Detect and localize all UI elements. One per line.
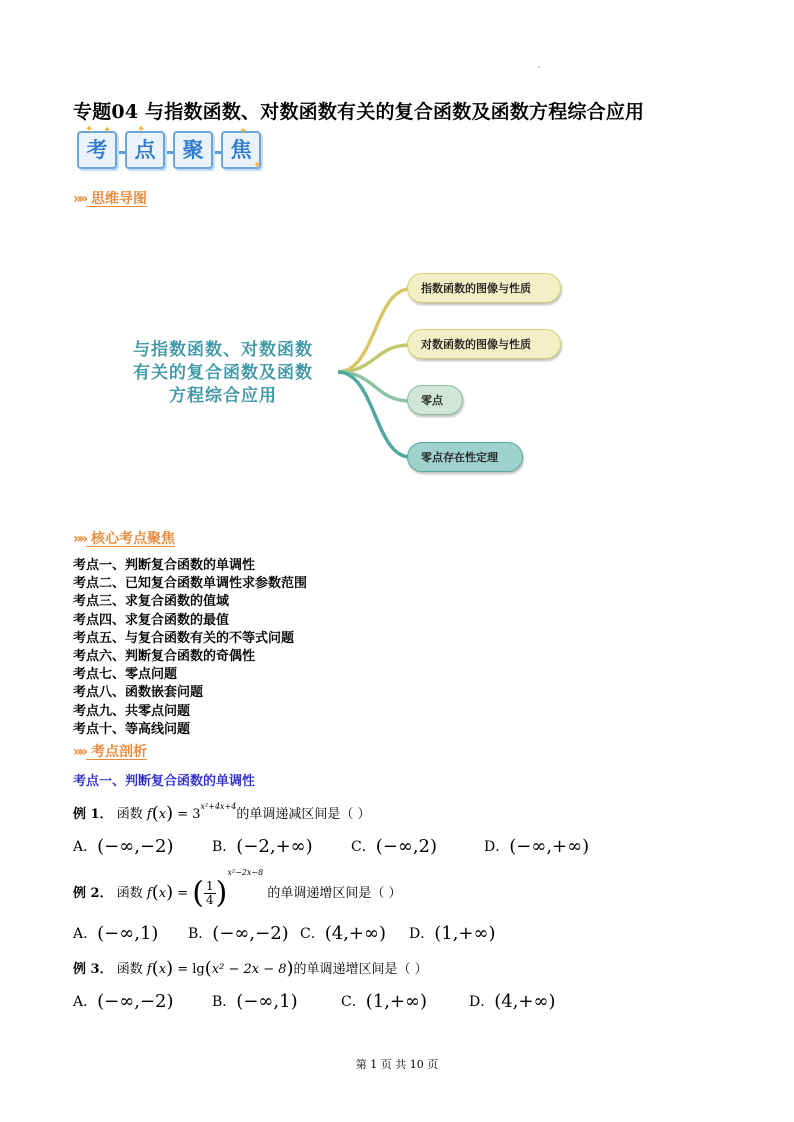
sparkle-icon: ✦	[239, 126, 248, 137]
option-d[interactable]	[409, 922, 496, 943]
log-argument: x² − 2x − 8	[211, 962, 287, 977]
option-value: (−∞,−2)	[97, 991, 174, 1012]
fraction-denominator: 4	[205, 893, 214, 907]
option-value: (−2,+∞)	[236, 836, 313, 857]
example-text: 的单调递增区间是（ ）	[267, 886, 402, 901]
mindmap-node: 对数函数的图像与性质	[407, 329, 561, 359]
option-letter: D．	[409, 926, 435, 942]
mindmap-connectors	[0, 0, 794, 520]
option-letter: C．	[351, 839, 376, 855]
option-d[interactable]	[469, 990, 556, 1011]
sparkle-icon: ✦	[253, 160, 262, 171]
option-letter: D．	[484, 839, 510, 855]
banner-char: 聚	[173, 131, 213, 169]
option-letter: A．	[73, 839, 98, 855]
option-d[interactable]	[484, 835, 589, 856]
option-b[interactable]	[188, 922, 289, 943]
list-item: 考点五、与复合函数有关的不等式问题	[73, 630, 295, 646]
example-label: 例 2．	[73, 886, 113, 901]
option-letter: A．	[73, 994, 98, 1010]
option-value: (−∞,2)	[375, 836, 438, 857]
fraction-numerator: 1	[205, 879, 214, 893]
section-core	[73, 528, 175, 548]
option-value: (4,+∞)	[494, 991, 556, 1012]
option-c[interactable]	[351, 835, 437, 856]
example-label: 例 3．	[73, 962, 113, 977]
mindmap-center-line: 方程综合应用	[169, 386, 277, 406]
option-letter: A．	[73, 926, 98, 942]
list-item: 考点一、判断复合函数的单调性	[73, 558, 256, 573]
example-text: 的单调递减区间是（ ）	[236, 807, 371, 822]
kaodian-subheading: 考点一、判断复合函数的单调性	[73, 774, 256, 789]
example-text: 函数	[116, 962, 143, 977]
option-value: (−∞,1)	[97, 923, 159, 944]
banner-char: 焦	[221, 131, 261, 169]
section-analysis	[73, 741, 147, 761]
list-item: 考点六、判断复合函数的奇偶性	[73, 649, 256, 665]
section-mindmap-label: 思维导图	[90, 191, 147, 207]
option-a[interactable]	[73, 990, 174, 1011]
list-item: 考点七、零点问题	[73, 667, 178, 683]
option-a[interactable]	[73, 922, 158, 943]
option-b[interactable]	[212, 990, 298, 1011]
kaodian-list	[73, 557, 307, 739]
double-chevron-icon: »»	[73, 191, 86, 207]
double-chevron-icon: »»	[73, 531, 86, 547]
mindmap-center-topic	[118, 339, 328, 408]
option-letter: C．	[300, 926, 325, 942]
option-c[interactable]	[300, 922, 386, 943]
list-item: 考点三、求复合函数的值域	[73, 594, 230, 610]
option-value: (−∞,+∞)	[509, 836, 590, 857]
mindmap-center-line: 与指数函数、对数函数	[133, 340, 313, 360]
mindmap-node: 指数函数的图像与性质	[407, 273, 561, 303]
list-item: 考点八、函数嵌套问题	[73, 685, 204, 701]
section-analysis-label: 考点剖析	[90, 744, 147, 760]
exponent: x²−2x−8	[227, 868, 264, 877]
example-text: 的单调递增区间是（ ）	[293, 962, 428, 977]
mindmap-node: 零点	[407, 385, 463, 415]
option-value: (−∞,1)	[236, 991, 298, 1012]
list-item: 考点九、共零点问题	[73, 703, 191, 719]
example-2: 例 2． 函数 f(x) = ( $\frac{1}{4}$ )$^{x^2-2x-8}$ 的单调递增区间是（ ）	[73, 868, 402, 911]
list-item: 考点十、等高线问题	[73, 721, 191, 737]
option-letter: C．	[341, 994, 366, 1010]
option-letter: D．	[469, 994, 495, 1010]
option-value: (−∞,−2)	[212, 923, 289, 944]
double-chevron-icon: »»	[73, 744, 86, 760]
example-label: 例 1．	[73, 807, 113, 822]
option-letter: B．	[212, 839, 237, 855]
sparkle-icon: ✦	[103, 125, 112, 136]
section-core-label: 核心考点聚焦	[90, 531, 175, 547]
banner-char: 考	[77, 131, 117, 169]
sparkle-icon: ✦	[137, 124, 146, 135]
example-1: 例 1． 函数 $f(x) = 3^{x^2+4x+4}$的单调递减区间是（ ）	[73, 802, 371, 824]
exponent: x²+4x+4	[200, 802, 237, 811]
option-letter: B．	[212, 994, 237, 1010]
page-title: 专题04 与指数函数、对数函数有关的复合函数及函数方程综合应用	[73, 101, 645, 123]
option-letter: B．	[188, 926, 213, 942]
example-text: 函数	[116, 886, 143, 901]
mindmap-center-line: 有关的复合函数及函数	[133, 363, 313, 383]
list-item: 考点四、求复合函数的最值	[73, 612, 230, 628]
option-a[interactable]	[73, 835, 174, 856]
example-text: 函数	[116, 807, 143, 822]
option-value: (−∞,−2)	[97, 836, 174, 857]
option-value: (1,+∞)	[434, 923, 496, 944]
option-value: (1,+∞)	[365, 991, 428, 1012]
example-3: 例 3． 函数 f(x) = lg(x² − 2x − 8)的单调递增区间是（ ）	[73, 958, 428, 979]
banner-char: 点	[125, 131, 165, 169]
sparkle-icon: ✦	[85, 124, 94, 135]
list-item: 考点二、已知复合函数单调性求参数范围	[73, 576, 308, 592]
page-footer: 第 1 页 共 10 页	[355, 1058, 439, 1071]
option-c[interactable]	[341, 990, 427, 1011]
mindmap-node: 零点存在性定理	[407, 442, 523, 472]
option-b[interactable]	[212, 835, 313, 856]
option-value: (4,+∞)	[324, 923, 387, 944]
